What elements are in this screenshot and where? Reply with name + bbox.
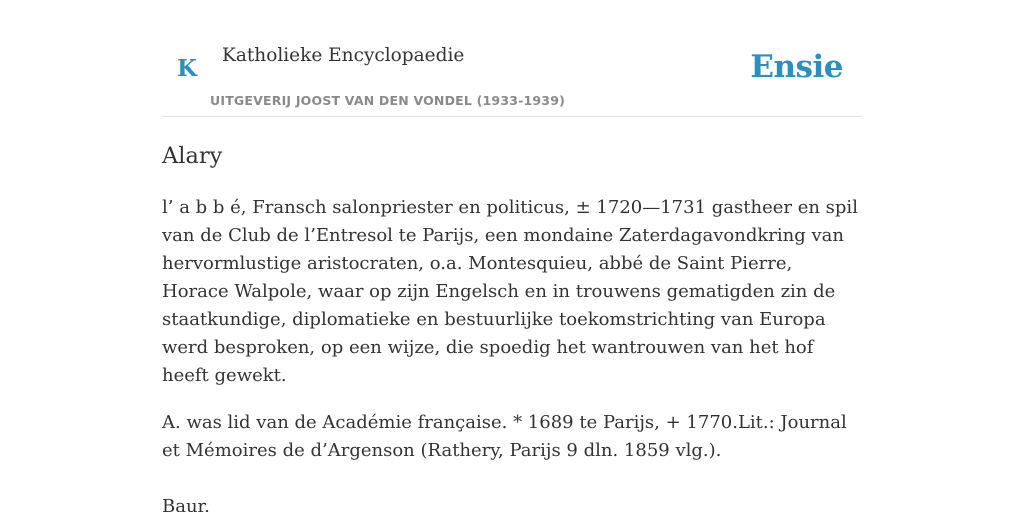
site-header [162, 0, 862, 117]
entry-body [162, 194, 862, 512]
encyclopedia-title[interactable]: Katholieke Encyclopaedie [222, 45, 465, 66]
entry-paragraph: l’ a b b é, Fransch salonpriester en politicus, ± 1720—1731 gastheer en spil van de Club de l’Entresol te Parijs, een mondaine Zaterdagavondkring van hervormlustige aristocraten, o.a. Montesquieu, abbé de Saint Pierre, Horace Walpole, waar op zijn Engelsch en in trouwens gematigden zin de staatkundige, diplomatieke en bestuurlijke toekomstrichting van Europa werd besproken, op een wijze, die spoedig het wantrouwen van het hof heeft gewekt. [162, 197, 858, 386]
encyclopedia-logo[interactable]: K [177, 55, 197, 82]
ensie-brand-logo[interactable]: Ensie [750, 49, 843, 85]
entry-title: Alary [162, 143, 223, 169]
page [162, 0, 862, 512]
entry-paragraph: A. was lid van de Académie française. * 1689 te Parijs, + 1770.Lit.: Journal et Mémoires de d’Argenson (Rathery, Parijs 9 dln. 1859 vlg.). [162, 412, 847, 461]
entry-author: Baur. [162, 496, 210, 512]
publisher-label: UITGEVERIJ JOOST VAN DEN VONDEL (1933-1939) [210, 93, 566, 108]
